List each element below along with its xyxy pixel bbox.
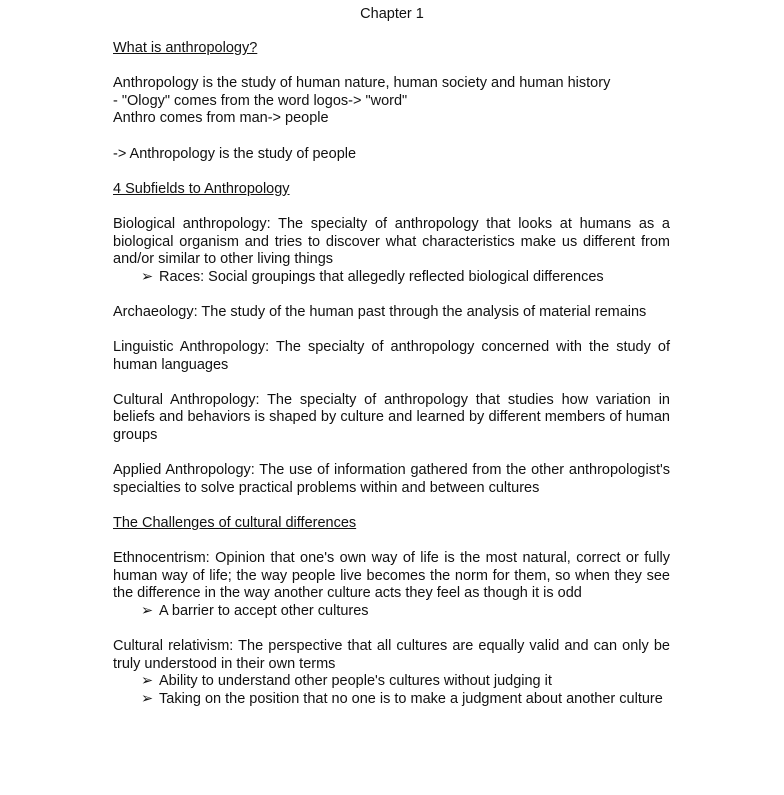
paragraph-linguistic-anthropology: Linguistic Anthropology: The specialty of anthropology concerned with the study of human languages (113, 339, 670, 373)
etymology-line: Anthro comes from man-> people (113, 110, 329, 127)
chapter-title: Chapter 1 (360, 6, 424, 22)
etymology-line: - "Ology" comes from the word logos-> "word" (113, 92, 408, 109)
arrow-bullet-icon: ➢ (141, 690, 154, 707)
bullet-item (141, 691, 670, 709)
spacer (113, 445, 670, 463)
spacer (113, 128, 670, 146)
spacer (113, 163, 670, 181)
paragraph-ethnocentrism: Ethnocentrism: Opinion that one's own way of life is the most natural, correct or fully human way of life; the way people live becomes the norm for them, so when they see the difference in the way another culture acts they feel as though it is odd (113, 550, 670, 602)
arrow-bullet-icon: ➢ (141, 268, 154, 285)
definition-line: Anthropology is the study of human nature, human society and human history (113, 75, 611, 92)
section-heading-what-is-anthropology: What is anthropology? (113, 40, 258, 56)
document-body (113, 40, 670, 709)
paragraph-cultural-relativism: Cultural relativism: The perspective that all cultures are equally valid and can only be truly understood in their own terms (113, 638, 670, 672)
spacer (113, 621, 670, 639)
spacer (113, 374, 670, 392)
paragraph-cultural-anthropology: Cultural Anthropology: The specialty of anthropology that studies how variation in beliefs and behaviors is shaped by culture and learned by different members of human groups (113, 391, 670, 444)
arrow-bullet-icon: ➢ (141, 603, 154, 619)
bullet-item (141, 269, 670, 287)
section-heading-challenges: The Challenges of cultural differences (113, 515, 357, 532)
spacer (113, 286, 670, 304)
paragraph-applied-anthropology: Applied Anthropology: The use of information gathered from the other anthropologist's specialties to solve practical problems within and between cultures (113, 462, 670, 496)
spacer (113, 497, 670, 515)
bullet-item (141, 603, 670, 621)
spacer (113, 58, 670, 76)
spacer (113, 322, 670, 340)
bullet-text: A barrier to accept other cultures (159, 603, 369, 619)
spacer (113, 533, 670, 551)
bullet-item (141, 673, 670, 691)
bullet-text: Races: Social groupings that allegedly reflected biological differences (159, 268, 604, 285)
definition-conclusion: -> Anthropology is the study of people (113, 145, 357, 162)
section-heading-subfields: 4 Subfields to Anthropology (113, 180, 290, 197)
arrow-bullet-icon: ➢ (141, 673, 154, 690)
bullet-text: Ability to understand other people's cultures without judging it (159, 673, 552, 690)
spacer (113, 198, 670, 216)
paragraph-biological-anthropology: Biological anthropology: The specialty of anthropology that looks at humans as a biological organism and tries to discover what characteristics make us different from and/or similar to other living things (113, 215, 670, 268)
paragraph-archaeology: Archaeology: The study of the human past through the analysis of material remains (113, 303, 647, 320)
bullet-text: Taking on the position that no one is to make a judgment about another culture (159, 690, 663, 707)
